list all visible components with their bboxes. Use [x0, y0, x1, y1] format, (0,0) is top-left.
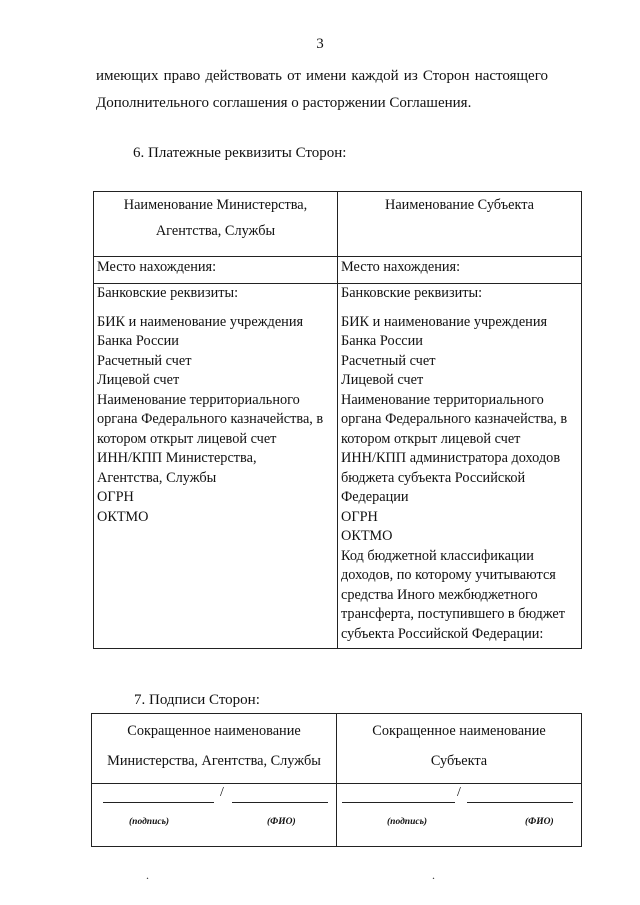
bank-line: котором открыт лицевой счет [97, 430, 277, 447]
bank-line: ИНН/КПП Министерства, [97, 450, 257, 466]
footer-mark: . [432, 868, 435, 882]
bank-line: органа Федерального казначейства, в [341, 411, 568, 427]
subject-location-cell [338, 257, 582, 284]
spacer [97, 304, 334, 313]
bank-line: Наименование территориального [97, 391, 300, 408]
bank-line: Лицевой счет [97, 372, 180, 388]
spacer [341, 304, 578, 313]
intro-line-1: имеющих право действовать от имени каждой из Сторон настоящего [96, 68, 548, 84]
bank-line: ОКТМО [341, 528, 393, 544]
subject-header-cell [338, 192, 582, 257]
section-7-title: 7. Подписи Сторон: [134, 692, 260, 708]
bank-label: Банковские реквизиты: [341, 285, 483, 301]
bank-details-row [94, 284, 582, 649]
ministry-header-line: Агентства, Службы [155, 223, 276, 239]
separator-slash: / [220, 785, 224, 800]
bank-line: Лицевой счет [341, 372, 424, 388]
bank-line: ОГРН [341, 508, 378, 525]
subject-signature-cell[interactable] [337, 784, 582, 847]
bank-line: трансферта, поступившего в бюджет [341, 606, 566, 622]
subject-header-line: Наименование Субъекта [385, 197, 534, 213]
page-number: 3 [316, 36, 324, 52]
intro-line-2: Дополнительного соглашения о расторжении Соглашения. [96, 95, 472, 111]
bank-line: ИНН/КПП администратора доходов [341, 450, 561, 466]
bank-line: котором открыт лицевой счет [341, 430, 521, 447]
payment-details-table [93, 191, 582, 649]
ministry-header-cell [94, 192, 338, 257]
bank-line: субъекта Российской Федерации: [341, 625, 544, 642]
ministry-short-name-line: Министерства, Агентства, Службы [107, 753, 321, 769]
section-6-title: 6. Платежные реквизиты Сторон: [133, 145, 347, 161]
bank-line: Расчетный счет [341, 352, 436, 369]
bank-line: ОГРН [97, 489, 134, 505]
bank-line: Федерации [341, 489, 409, 505]
bank-line: Банка России [97, 333, 179, 349]
bank-line: Расчетный счет [97, 352, 192, 369]
bank-line: доходов, по которому учитываются [341, 567, 556, 583]
bank-line: Код бюджетной классификации [341, 547, 534, 564]
ministry-short-name-line: Сокращенное наименование [127, 723, 301, 739]
bank-line: органа Федерального казначейства, в [97, 411, 324, 427]
ministry-short-name-cell [92, 714, 337, 784]
separator-slash: / [457, 785, 461, 800]
full-name-line[interactable] [467, 801, 573, 803]
bank-line: средства Иного межбюджетного [341, 586, 538, 603]
signature-caption: (подпись) [129, 817, 170, 827]
bank-line: БИК и наименование учреждения [97, 313, 304, 330]
bank-line: бюджета субъекта Российской [341, 469, 526, 486]
subject-bank-cell [338, 284, 582, 649]
bank-label: Банковские реквизиты: [97, 285, 239, 301]
ministry-signature-cell[interactable] [92, 784, 337, 847]
payment-header-row [94, 192, 582, 257]
bank-line: Наименование территориального [341, 391, 544, 408]
location-label: Место нахождения: [341, 259, 461, 275]
ministry-bank-cell [94, 284, 338, 649]
full-name-caption: (ФИО) [267, 817, 296, 827]
bank-line: Банка России [341, 333, 423, 349]
subject-short-name-line: Субъекта [430, 753, 488, 769]
full-name-line[interactable] [232, 801, 328, 803]
signature-row [92, 784, 582, 847]
footer-mark: . [146, 868, 149, 882]
signatures-table [91, 713, 582, 847]
signature-header-row [92, 714, 582, 784]
subject-short-name-line: Сокращенное наименование [372, 723, 546, 739]
subject-short-name-cell [337, 714, 582, 784]
bank-line: ОКТМО [97, 508, 149, 525]
full-name-caption: (ФИО) [525, 817, 554, 827]
signature-line[interactable] [103, 801, 214, 803]
bank-line: БИК и наименование учреждения [341, 313, 548, 330]
signature-caption: (подпись) [387, 817, 428, 827]
location-label: Место нахождения: [97, 259, 217, 275]
ministry-header-line: Наименование Министерства, [123, 197, 308, 213]
bank-line: Агентства, Службы [97, 469, 217, 486]
location-row [94, 257, 582, 284]
signature-line[interactable] [342, 801, 455, 803]
ministry-location-cell [94, 257, 338, 284]
